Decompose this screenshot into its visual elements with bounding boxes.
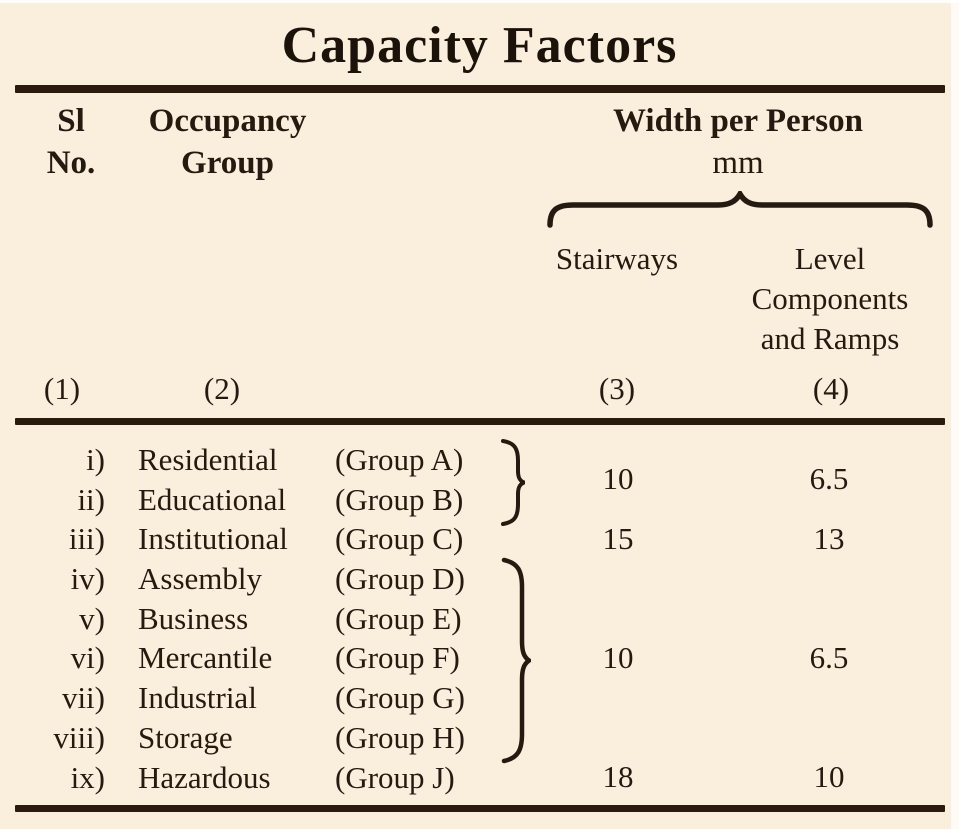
row-brace-groups-a-b-icon — [500, 437, 525, 528]
row-group: (Group J) — [335, 760, 455, 795]
column-number-4: (4) — [812, 371, 850, 406]
row-group: (Group D) — [335, 561, 465, 596]
column-number-3: (3) — [598, 371, 636, 406]
header-sl-line1: Sl — [57, 103, 85, 139]
page-title: Capacity Factors — [281, 17, 678, 74]
header-width-line1: Width per Person — [613, 103, 863, 139]
value-stairways-group-ab: 10 — [602, 461, 634, 496]
row-serial: ii) — [77, 482, 105, 517]
header-width-unit: mm — [712, 145, 764, 181]
subheader-level-line3: and Ramps — [760, 321, 900, 356]
subheader-level-line1: Level — [794, 241, 866, 276]
title-rule — [15, 85, 945, 93]
row-group: (Group A) — [335, 442, 464, 477]
header-occupancy-group — [120, 100, 335, 184]
subheader-level-line2: Components — [751, 281, 909, 316]
row-serial: i) — [86, 442, 105, 477]
row-serial: iii) — [68, 521, 105, 556]
row-occupancy: Business — [138, 601, 249, 636]
row-occupancy: Mercantile — [138, 640, 273, 675]
column-number-1: (1) — [43, 371, 81, 406]
row-occupancy: Assembly — [138, 561, 262, 596]
column-number-2: (2) — [203, 371, 241, 406]
row-occupancy: Storage — [138, 720, 233, 755]
subheader-stairways: Stairways — [555, 241, 679, 276]
row-serial: vii) — [61, 680, 105, 715]
row-group: (Group F) — [335, 640, 460, 675]
value-level-group-ab: 6.5 — [809, 461, 849, 496]
header-rule — [15, 418, 945, 425]
row-serial: v) — [79, 601, 105, 636]
row-serial: vi) — [70, 640, 105, 675]
header-width-per-person — [558, 100, 918, 184]
row-group: (Group E) — [335, 601, 462, 636]
row-brace-groups-d-h-icon — [501, 555, 531, 766]
row-serial: iv) — [70, 561, 105, 596]
row-occupancy: Industrial — [138, 680, 257, 715]
value-level-group-dh: 6.5 — [809, 640, 849, 675]
subheader-level-components — [740, 239, 920, 359]
table-row — [0, 720, 959, 760]
table-row — [0, 680, 959, 720]
value-stairways-group-dh: 10 — [602, 640, 634, 675]
row-occupancy: Educational — [138, 482, 287, 517]
row-occupancy: Institutional — [138, 521, 288, 556]
row-occupancy: Residential — [138, 442, 278, 477]
row-group: (Group C) — [335, 521, 464, 556]
value-stairways-group-j: 18 — [602, 759, 634, 794]
header-sl-line2: No. — [46, 145, 96, 181]
table-row — [0, 561, 959, 601]
bottom-rule — [15, 805, 945, 812]
header-sl-no — [18, 100, 124, 184]
header-occupancy-line1: Occupancy — [148, 103, 307, 139]
row-serial: ix) — [70, 760, 105, 795]
row-occupancy: Hazardous — [138, 760, 271, 795]
columns-overbrace-icon — [546, 191, 936, 229]
row-group: (Group G) — [335, 680, 465, 715]
row-group: (Group H) — [335, 720, 465, 755]
header-occupancy-line2: Group — [181, 145, 274, 181]
value-stairways-group-c: 15 — [602, 521, 634, 556]
row-serial: viii) — [53, 720, 105, 755]
row-group: (Group B) — [335, 482, 464, 517]
table-row — [0, 601, 959, 641]
value-level-group-j: 10 — [813, 759, 845, 794]
value-level-group-c: 13 — [813, 521, 845, 556]
scan-edge-top — [0, 0, 959, 3]
